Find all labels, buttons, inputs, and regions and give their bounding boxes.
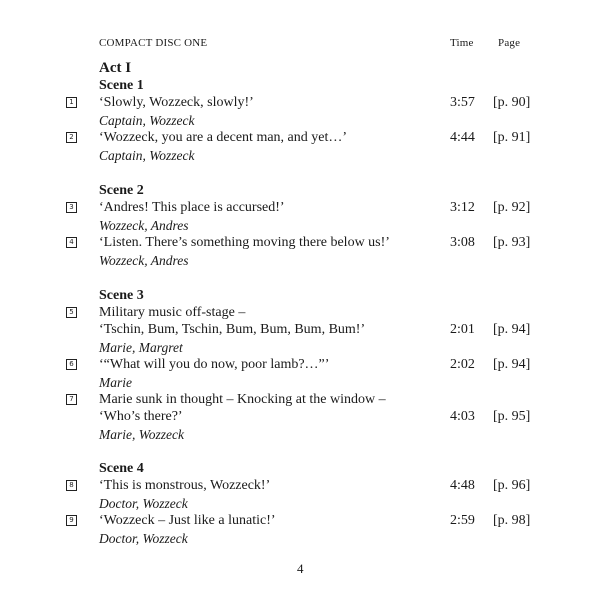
track-page: [p. 96] xyxy=(493,478,531,493)
track-number-icon: 1 xyxy=(66,97,77,108)
track-page: [p. 94] xyxy=(493,357,531,372)
track-time: 2:02 xyxy=(450,357,475,372)
track-stage-direction: Marie sunk in thought – Knocking at the window – xyxy=(99,392,386,407)
track-title: ‘“What will you do now, poor lamb?…”’ xyxy=(99,357,330,372)
track-number-icon: 6 xyxy=(66,359,77,370)
track-time: 3:12 xyxy=(450,200,475,215)
track-time: 4:48 xyxy=(450,478,475,493)
track-cast: Captain, Wozzeck xyxy=(99,113,195,128)
disc-heading: COMPACT DISC ONE xyxy=(99,37,208,49)
track-time: 3:57 xyxy=(450,95,475,110)
track-page: [p. 98] xyxy=(493,513,531,528)
track-page: [p. 93] xyxy=(493,235,531,250)
track-page: [p. 90] xyxy=(493,95,531,110)
track-stage-direction: Military music off-stage – xyxy=(99,305,246,320)
track-title: ‘Slowly, Wozzeck, slowly!’ xyxy=(99,95,254,110)
track-page: [p. 91] xyxy=(493,130,531,145)
track-number-icon: 3 xyxy=(66,202,77,213)
track-time: 2:01 xyxy=(450,322,475,337)
track-page: [p. 92] xyxy=(493,200,531,215)
track-time: 3:08 xyxy=(450,235,475,250)
track-cast: Wozzeck, Andres xyxy=(99,253,189,268)
track-title: ‘Listen. There’s something moving there below us!’ xyxy=(99,235,390,250)
page-column-heading: Page xyxy=(498,37,521,49)
track-cast: Marie, Wozzeck xyxy=(99,427,184,442)
track-number-icon: 9 xyxy=(66,515,77,526)
time-column-heading: Time xyxy=(450,37,474,49)
track-cast: Captain, Wozzeck xyxy=(99,148,195,163)
track-page: [p. 94] xyxy=(493,322,531,337)
track-time: 2:59 xyxy=(450,513,475,528)
track-number-icon: 4 xyxy=(66,237,77,248)
track-cast: Marie, Margret xyxy=(99,340,183,355)
scene-heading: Scene 1 xyxy=(99,78,144,93)
act-heading: Act I xyxy=(99,60,132,76)
scene-heading: Scene 3 xyxy=(99,288,144,303)
track-number-icon: 7 xyxy=(66,394,77,405)
page-number: 4 xyxy=(297,561,304,576)
track-number-icon: 5 xyxy=(66,307,77,318)
track-title: ‘Tschin, Bum, Tschin, Bum, Bum, Bum, Bum!’ xyxy=(99,322,366,337)
track-cast: Doctor, Wozzeck xyxy=(99,531,188,546)
track-cast: Wozzeck, Andres xyxy=(99,218,189,233)
scene-heading: Scene 2 xyxy=(99,183,144,198)
track-number-icon: 8 xyxy=(66,480,77,491)
track-page: [p. 95] xyxy=(493,409,531,424)
track-title: ‘Andres! This place is accursed!’ xyxy=(99,200,285,215)
track-title: ‘This is monstrous, Wozzeck!’ xyxy=(99,478,271,493)
track-title: ‘Wozzeck – Just like a lunatic!’ xyxy=(99,513,276,528)
track-title: ‘Wozzeck, you are a decent man, and yet…’ xyxy=(99,130,348,145)
track-time: 4:44 xyxy=(450,130,475,145)
track-title: ‘Who’s there?’ xyxy=(99,409,183,424)
track-time: 4:03 xyxy=(450,409,475,424)
track-number-icon: 2 xyxy=(66,132,77,143)
scene-heading: Scene 4 xyxy=(99,461,144,476)
track-cast: Marie xyxy=(99,375,132,390)
track-cast: Doctor, Wozzeck xyxy=(99,496,188,511)
